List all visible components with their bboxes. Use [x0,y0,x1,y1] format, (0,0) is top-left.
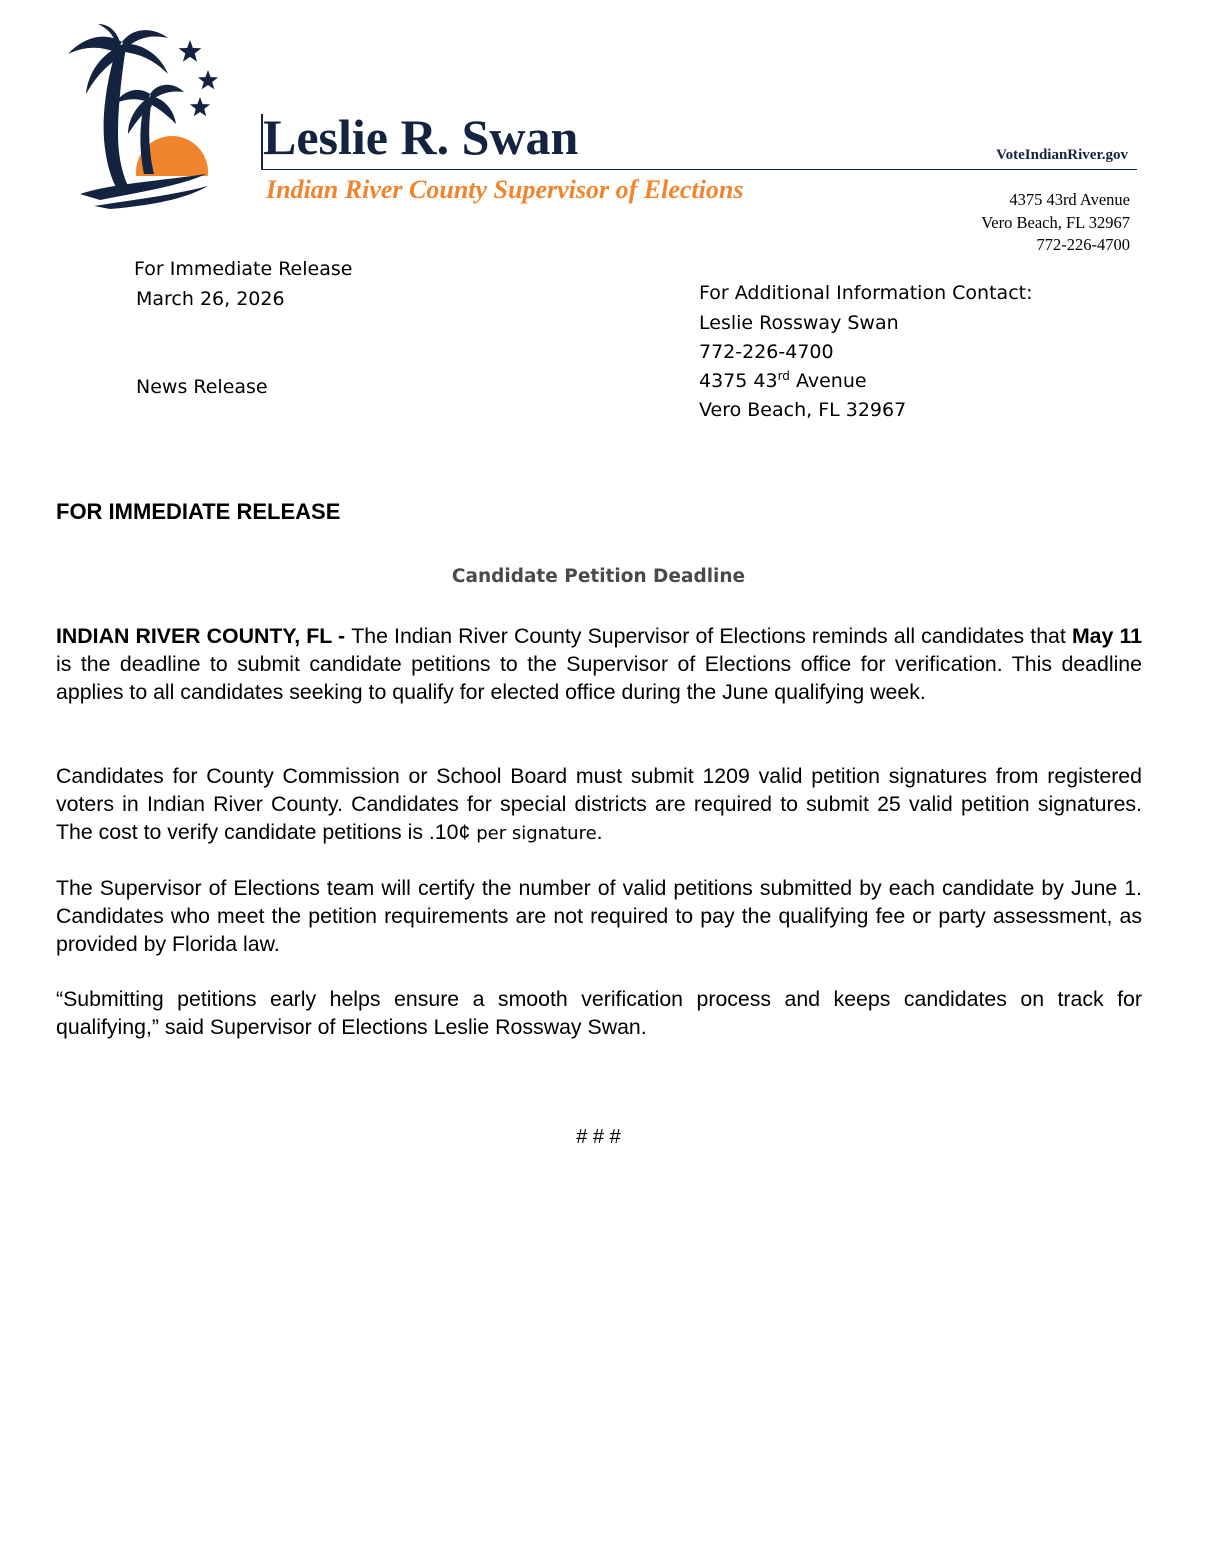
paragraph-4-quote: “Submitting petitions early helps ensure a smooth verification process and keeps candidates on track for qualifying,” said Supervisor of Elections Leslie Rossway Swan. [56,987,1142,1039]
logo-palm-trees-sunset [60,24,225,209]
contact-street: 4375 43rd Avenue [699,369,867,392]
release-type: News Release [136,376,268,398]
contact-heading: For Additional Information Contact: [699,282,1033,304]
release-label: For Immediate Release [134,258,353,280]
end-mark: # # # [576,1126,621,1148]
headline: Candidate Petition Deadline [451,566,746,587]
release-date: March 26, 2026 [136,288,285,310]
letterhead-subtitle: Indian River County Supervisor of Elections [266,175,744,204]
website-link[interactable]: VoteIndianRiver.gov [996,147,1128,163]
paragraph-1: INDIAN RIVER COUNTY, FL - The Indian River County Supervisor of Elections reminds all candidates that May 11 is the deadline to submit candidate petitions to the Supervisor of Elections office for verification. This deadline applies to all candidates seeking to qualify for elected office during the June qualifying week. [56,624,1142,704]
letterhead-address-street: 4375 43rd Avenue [1009,190,1130,209]
contact-phone: 772-226-4700 [699,341,834,363]
contact-name: Leslie Rossway Swan [699,312,899,334]
contact-city: Vero Beach, FL 32967 [699,399,907,421]
header-rule [263,169,1137,170]
release-heading: FOR IMMEDIATE RELEASE [56,499,341,524]
letterhead-name: Leslie R. Swan [263,109,579,165]
paragraph-2: Candidates for County Commission or School Board must submit 1209 valid petition signatures from registered voters in Indian River County. Candidates for special districts are required to submit 25 valid petition signatures. The cost to verify candidate petitions is .10¢ per signature. [56,764,1142,844]
letterhead-phone: 772-226-4700 [1036,235,1130,254]
paragraph-3: The Supervisor of Elections team will certify the number of valid petitions submitted by each candidate by June 1. Candidates who meet the petition requirements are not required to pay the qualifying fee or party assessment, as provided by Florida law. [56,876,1142,956]
letterhead-address-city: Vero Beach, FL 32967 [981,213,1130,232]
